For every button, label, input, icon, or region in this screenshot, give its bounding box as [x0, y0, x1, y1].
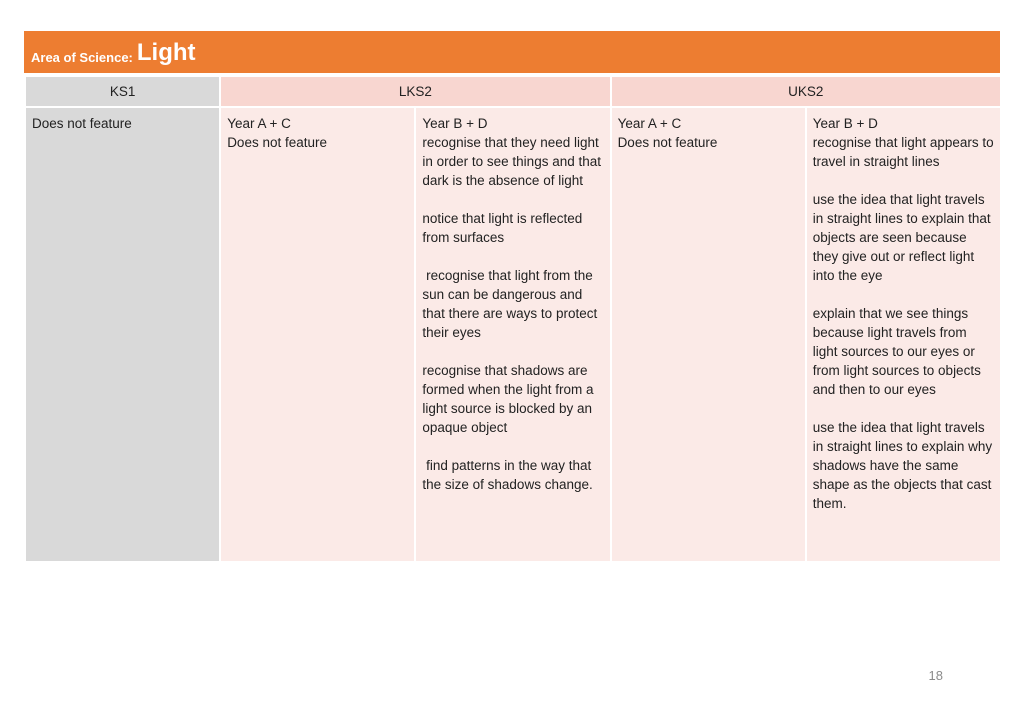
lks2-ac-heading: Year A + C	[227, 116, 291, 131]
lks2-ac-text: Does not feature	[227, 135, 328, 150]
lks2-bd-objective: recognise that light from the sun can be dangerous and that there are ways to protect their eyes	[422, 268, 601, 340]
lks2-bd-objective: recognise that shadows are formed when the light from a light source is blocked by an opaque object	[422, 363, 598, 435]
column-header-lks2: LKS2	[220, 76, 610, 107]
lks2-bd-heading: Year B + D	[422, 116, 488, 131]
uks2-bd-objective: explain that we see things because light travels from light sources to our eyes or from light sources to objects and then to our eyes	[812, 306, 985, 397]
key-stage-header-row	[25, 76, 1001, 107]
uks2-year-b-d-cell	[806, 107, 1001, 562]
lks2-bd-objective: notice that light is reflected from surfaces	[422, 211, 586, 245]
lks2-bd-objective: find patterns in the way that the size of shadows change.	[422, 458, 596, 492]
uks2-ac-text: Does not feature	[617, 135, 718, 150]
curriculum-table	[24, 75, 1002, 563]
ks1-cell	[25, 107, 220, 562]
lks2-year-a-c-cell	[220, 107, 415, 562]
uks2-year-a-c-cell	[611, 107, 806, 562]
objectives-row	[25, 107, 1001, 562]
uks2-ac-heading: Year A + C	[617, 116, 682, 131]
uks2-bd-objective: recognise that light appears to travel in straight lines	[812, 135, 998, 169]
lks2-bd-objective: recognise that they need light in order to see things and that dark is the absence of light	[422, 135, 605, 188]
uks2-bd-heading: Year B + D	[812, 116, 878, 131]
page-number: 18	[928, 668, 943, 683]
uks2-bd-objective: use the idea that light travels in straight lines to explain that objects are seen because they give out or reflect light into the eye	[812, 192, 995, 283]
column-header-uks2: UKS2	[611, 76, 1001, 107]
column-header-ks1: KS1	[25, 76, 220, 107]
area-value: Light	[136, 39, 196, 66]
area-of-science-header	[24, 31, 1000, 73]
lks2-year-b-d-cell	[415, 107, 610, 562]
ks1-text: Does not feature	[32, 116, 132, 131]
uks2-bd-objective: use the idea that light travels in straight lines to explain why shadows have the same shape as the objects that cast them.	[812, 420, 996, 511]
area-label: Area of Science:	[31, 50, 133, 65]
